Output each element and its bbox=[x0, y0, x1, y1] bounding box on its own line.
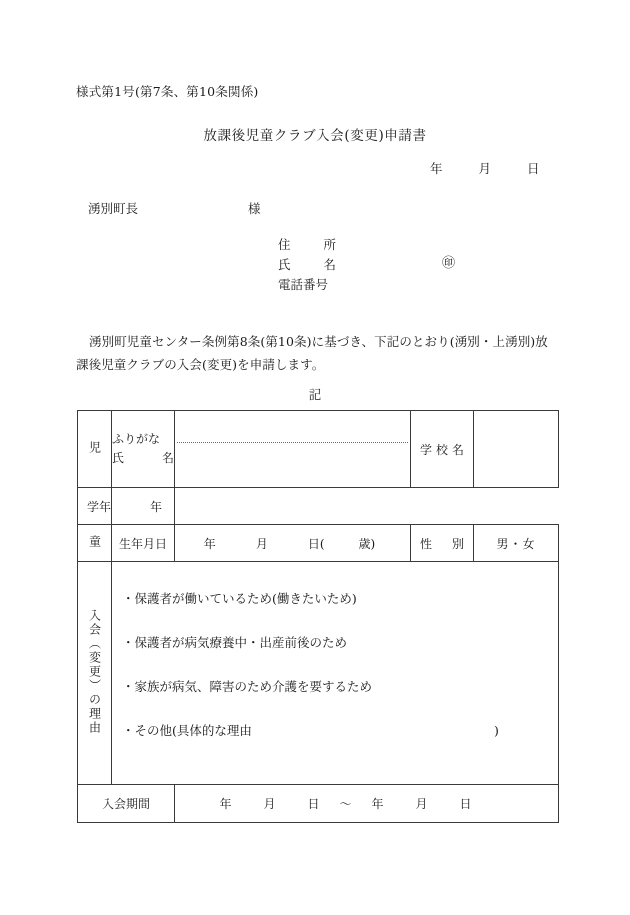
gender-value-cell[interactable] bbox=[474, 525, 559, 562]
table-row bbox=[78, 785, 559, 823]
child-label-top: 児 bbox=[87, 440, 102, 455]
applicant-name-label: 氏名 bbox=[278, 257, 336, 272]
birthdate-label-cell bbox=[112, 525, 175, 562]
date-month-label: 月 bbox=[478, 161, 492, 176]
gender-label-cell bbox=[411, 525, 474, 562]
child-label-top-cell bbox=[78, 411, 112, 488]
period-to-day-label: 日 bbox=[459, 797, 472, 811]
birthdate-day-label: 日( bbox=[307, 536, 325, 551]
furigana-label: ふりがな bbox=[112, 432, 161, 446]
body-paragraph: 湧別町児童センター条例第8条(第10条)に基づき、下記のとおり(湧別・上湧別)放課後児童クラブの入会(変更)を申請します。 bbox=[76, 334, 548, 372]
school-name-value-cell[interactable] bbox=[474, 411, 559, 488]
date-day-label: 日 bbox=[527, 161, 540, 176]
child-name-input-cell[interactable] bbox=[175, 411, 411, 488]
school-name-label-cell bbox=[411, 411, 474, 488]
form-number: 様式第1号(第7条、第10条関係) bbox=[76, 84, 259, 99]
document-title: 放課後児童クラブ入会(変更)申請書 bbox=[203, 128, 427, 144]
period-label-cell bbox=[78, 785, 175, 823]
submission-date-line bbox=[430, 159, 540, 177]
applicant-name-row bbox=[278, 255, 456, 275]
grade-label-cell bbox=[78, 488, 112, 525]
reason-option-4[interactable] bbox=[122, 723, 548, 739]
reason-option-2[interactable] bbox=[122, 635, 548, 651]
ki-mark: 記 bbox=[308, 387, 322, 402]
child-label-bottom-cell bbox=[78, 525, 112, 562]
table-row bbox=[78, 488, 559, 525]
birthdate-age-label: 歳) bbox=[358, 536, 376, 551]
table-row bbox=[78, 525, 559, 562]
reason-option-4-text: ・その他(具体的な理由 bbox=[122, 723, 252, 738]
period-from-month-label: 月 bbox=[263, 797, 276, 811]
applicant-phone-label: 電話番号 bbox=[278, 277, 329, 292]
period-from-year-label: 年 bbox=[219, 797, 232, 811]
applicant-phone-row bbox=[278, 275, 336, 295]
gender-label: 性別 bbox=[420, 536, 464, 551]
reason-option-3-text: ・家族が病気、障害のため介護を要するため bbox=[122, 679, 373, 694]
reason-label-cell bbox=[78, 562, 112, 785]
grade-unit: 年 bbox=[149, 499, 162, 514]
table-row bbox=[78, 411, 559, 488]
addressee-honorific: 様 bbox=[248, 201, 261, 216]
reason-option-1[interactable] bbox=[122, 591, 548, 607]
applicant-block bbox=[278, 235, 456, 295]
grade-label: 学年 bbox=[87, 499, 112, 514]
reason-option-3[interactable] bbox=[122, 679, 548, 695]
date-year-label: 年 bbox=[430, 161, 443, 176]
birthdate-month-label: 月 bbox=[255, 536, 268, 551]
seal-icon: ㊞ bbox=[442, 256, 456, 271]
birthdate-value-cell[interactable] bbox=[175, 525, 411, 562]
name-label: 氏名 bbox=[112, 451, 174, 465]
birthdate-year-label: 年 bbox=[203, 536, 216, 551]
applicant-address-row bbox=[278, 235, 336, 255]
addressee-name: 湧別町長 bbox=[88, 201, 139, 216]
period-to-year-label: 年 bbox=[371, 797, 384, 811]
period-tilde: ～ bbox=[339, 797, 352, 811]
gender-options: 男・女 bbox=[496, 536, 536, 551]
school-name-label: 学校名 bbox=[420, 442, 464, 457]
period-to-month-label: 月 bbox=[415, 797, 428, 811]
reason-label: 入会（変更）の理由 bbox=[87, 608, 102, 735]
reason-option-2-text: ・保護者が病気療養中・出産前後のため bbox=[122, 635, 348, 650]
birthdate-label: 生年月日 bbox=[118, 536, 167, 551]
application-table bbox=[77, 410, 559, 823]
reason-option-4-close-paren: ) bbox=[494, 723, 499, 738]
reason-option-1-text: ・保護者が働いているため(働きたいため) bbox=[122, 591, 357, 606]
furigana-divider bbox=[177, 442, 408, 443]
table-row bbox=[78, 562, 559, 785]
period-value-cell[interactable] bbox=[175, 785, 559, 823]
name-label-cell bbox=[112, 411, 175, 488]
addressee-line bbox=[88, 199, 261, 217]
grade-value-cell[interactable] bbox=[112, 488, 175, 525]
child-label-bottom: 童 bbox=[87, 534, 102, 549]
period-from-day-label: 日 bbox=[307, 797, 320, 811]
period-label: 入会期間 bbox=[101, 797, 150, 811]
applicant-address-label: 住所 bbox=[278, 237, 336, 252]
reason-options-cell[interactable] bbox=[112, 562, 559, 785]
